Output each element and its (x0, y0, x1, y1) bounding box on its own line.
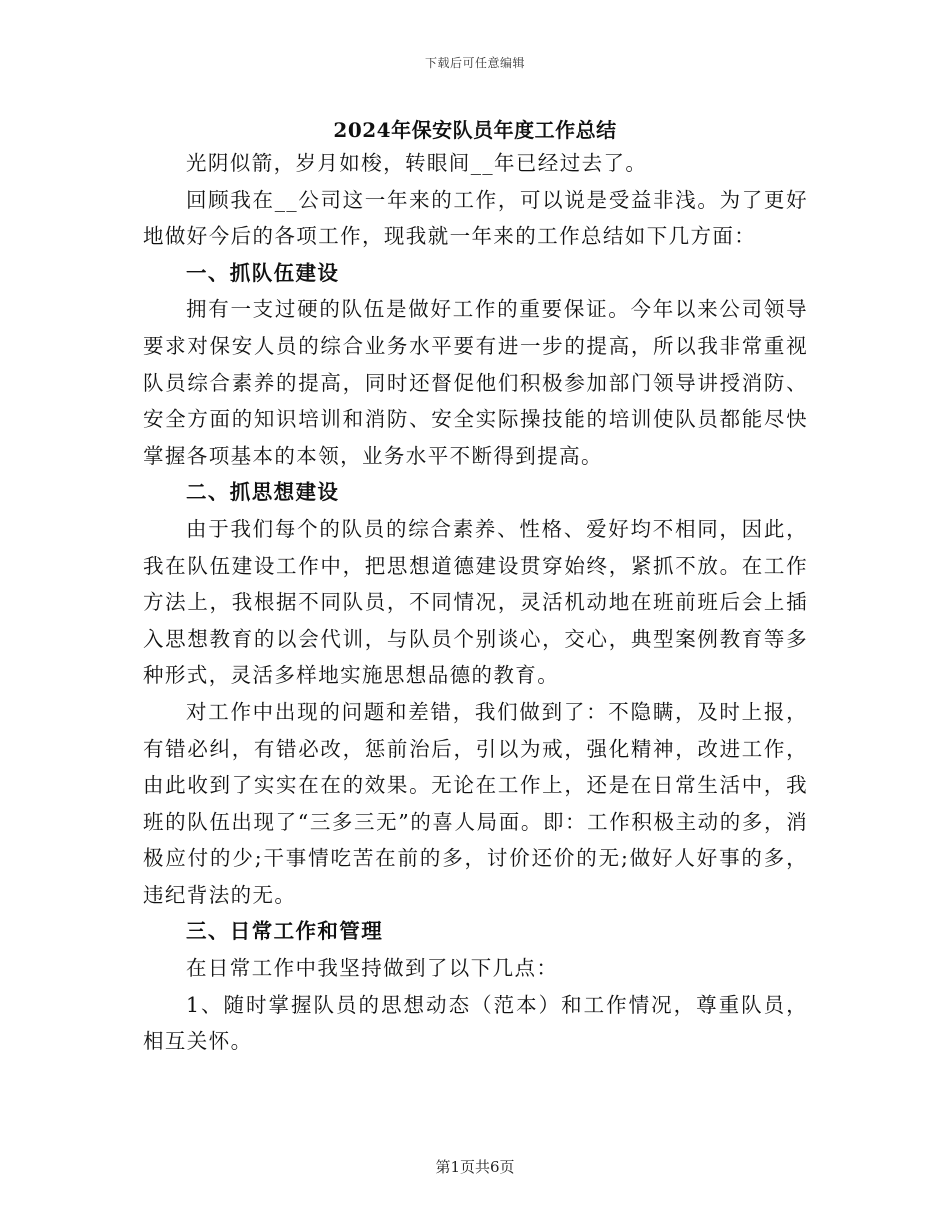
paragraph-daily-point-1: 1、随时掌握队员的思想动态（范本）和工作情况，尊重队员，相互关怀。 (143, 992, 808, 1054)
section-heading-team-building: 一、抓队伍建设 (186, 260, 340, 285)
paragraph-intro: 光阴似箭，岁月如梭，转眼间__年已经过去了。 (186, 151, 648, 175)
paragraph-review: 回顾我在__公司这一年来的工作，可以说是受益非浅。为了更好地做好今后的各项工作，现我就一年来的工作总结如下几方面： (143, 187, 808, 249)
paragraph-problems: 对工作中出现的问题和差错，我们做到了：不隐瞒，及时上报，有错必纠，有错必改，惩前治后，引以为戒，强化精神，改进工作，由此收到了实实在在的效果。无论在工作上，还是在日常生活中，我班的队伍出现了“三多三无”的喜人局面。即：工作积极主动的多，消极应付的少;干事情吃苦在前的多，讨价还价的无;做好人好事的多，违纪背法的无。 (143, 699, 808, 907)
header-note: 下载后可任意编辑 (424, 56, 525, 70)
paragraph-daily-intro: 在日常工作中我坚持做到了以下几点： (186, 956, 559, 981)
section-heading-ideology: 二、抓思想建设 (186, 480, 340, 505)
document-title: 2024年保安队员年度工作总结 (333, 118, 617, 142)
section-heading-daily-work: 三、日常工作和管理 (186, 919, 384, 944)
paragraph-ideology: 由于我们每个的队员的综合素养、性格、爱好均不相同，因此，我在队伍建设工作中，把思想道德建设贯穿始终，紧抓不放。在工作方法上，我根据不同队员，不同情况，灵活机动地在班前班后会上插入思想教育的以会代训，与队员个别谈心，交心，典型案例教育等多种形式，灵活多样地实施思想品德的教育。 (143, 516, 808, 688)
document-body (143, 145, 808, 1060)
paragraph-team-building: 拥有一支过硬的队伍是做好工作的重要保证。今年以来公司领导要求对保安人员的综合业务水平要有进一步的提高，所以我非常重视队员综合素养的提高，同时还督促他们积极参加部门领导讲授消防、安全方面的知识培训和消防、安全实际操技能的培训使队员都能尽快掌握各项基本的本领，业务水平不断得到提高。 (143, 297, 808, 468)
page-number: 第1页共6页 (435, 1158, 515, 1176)
